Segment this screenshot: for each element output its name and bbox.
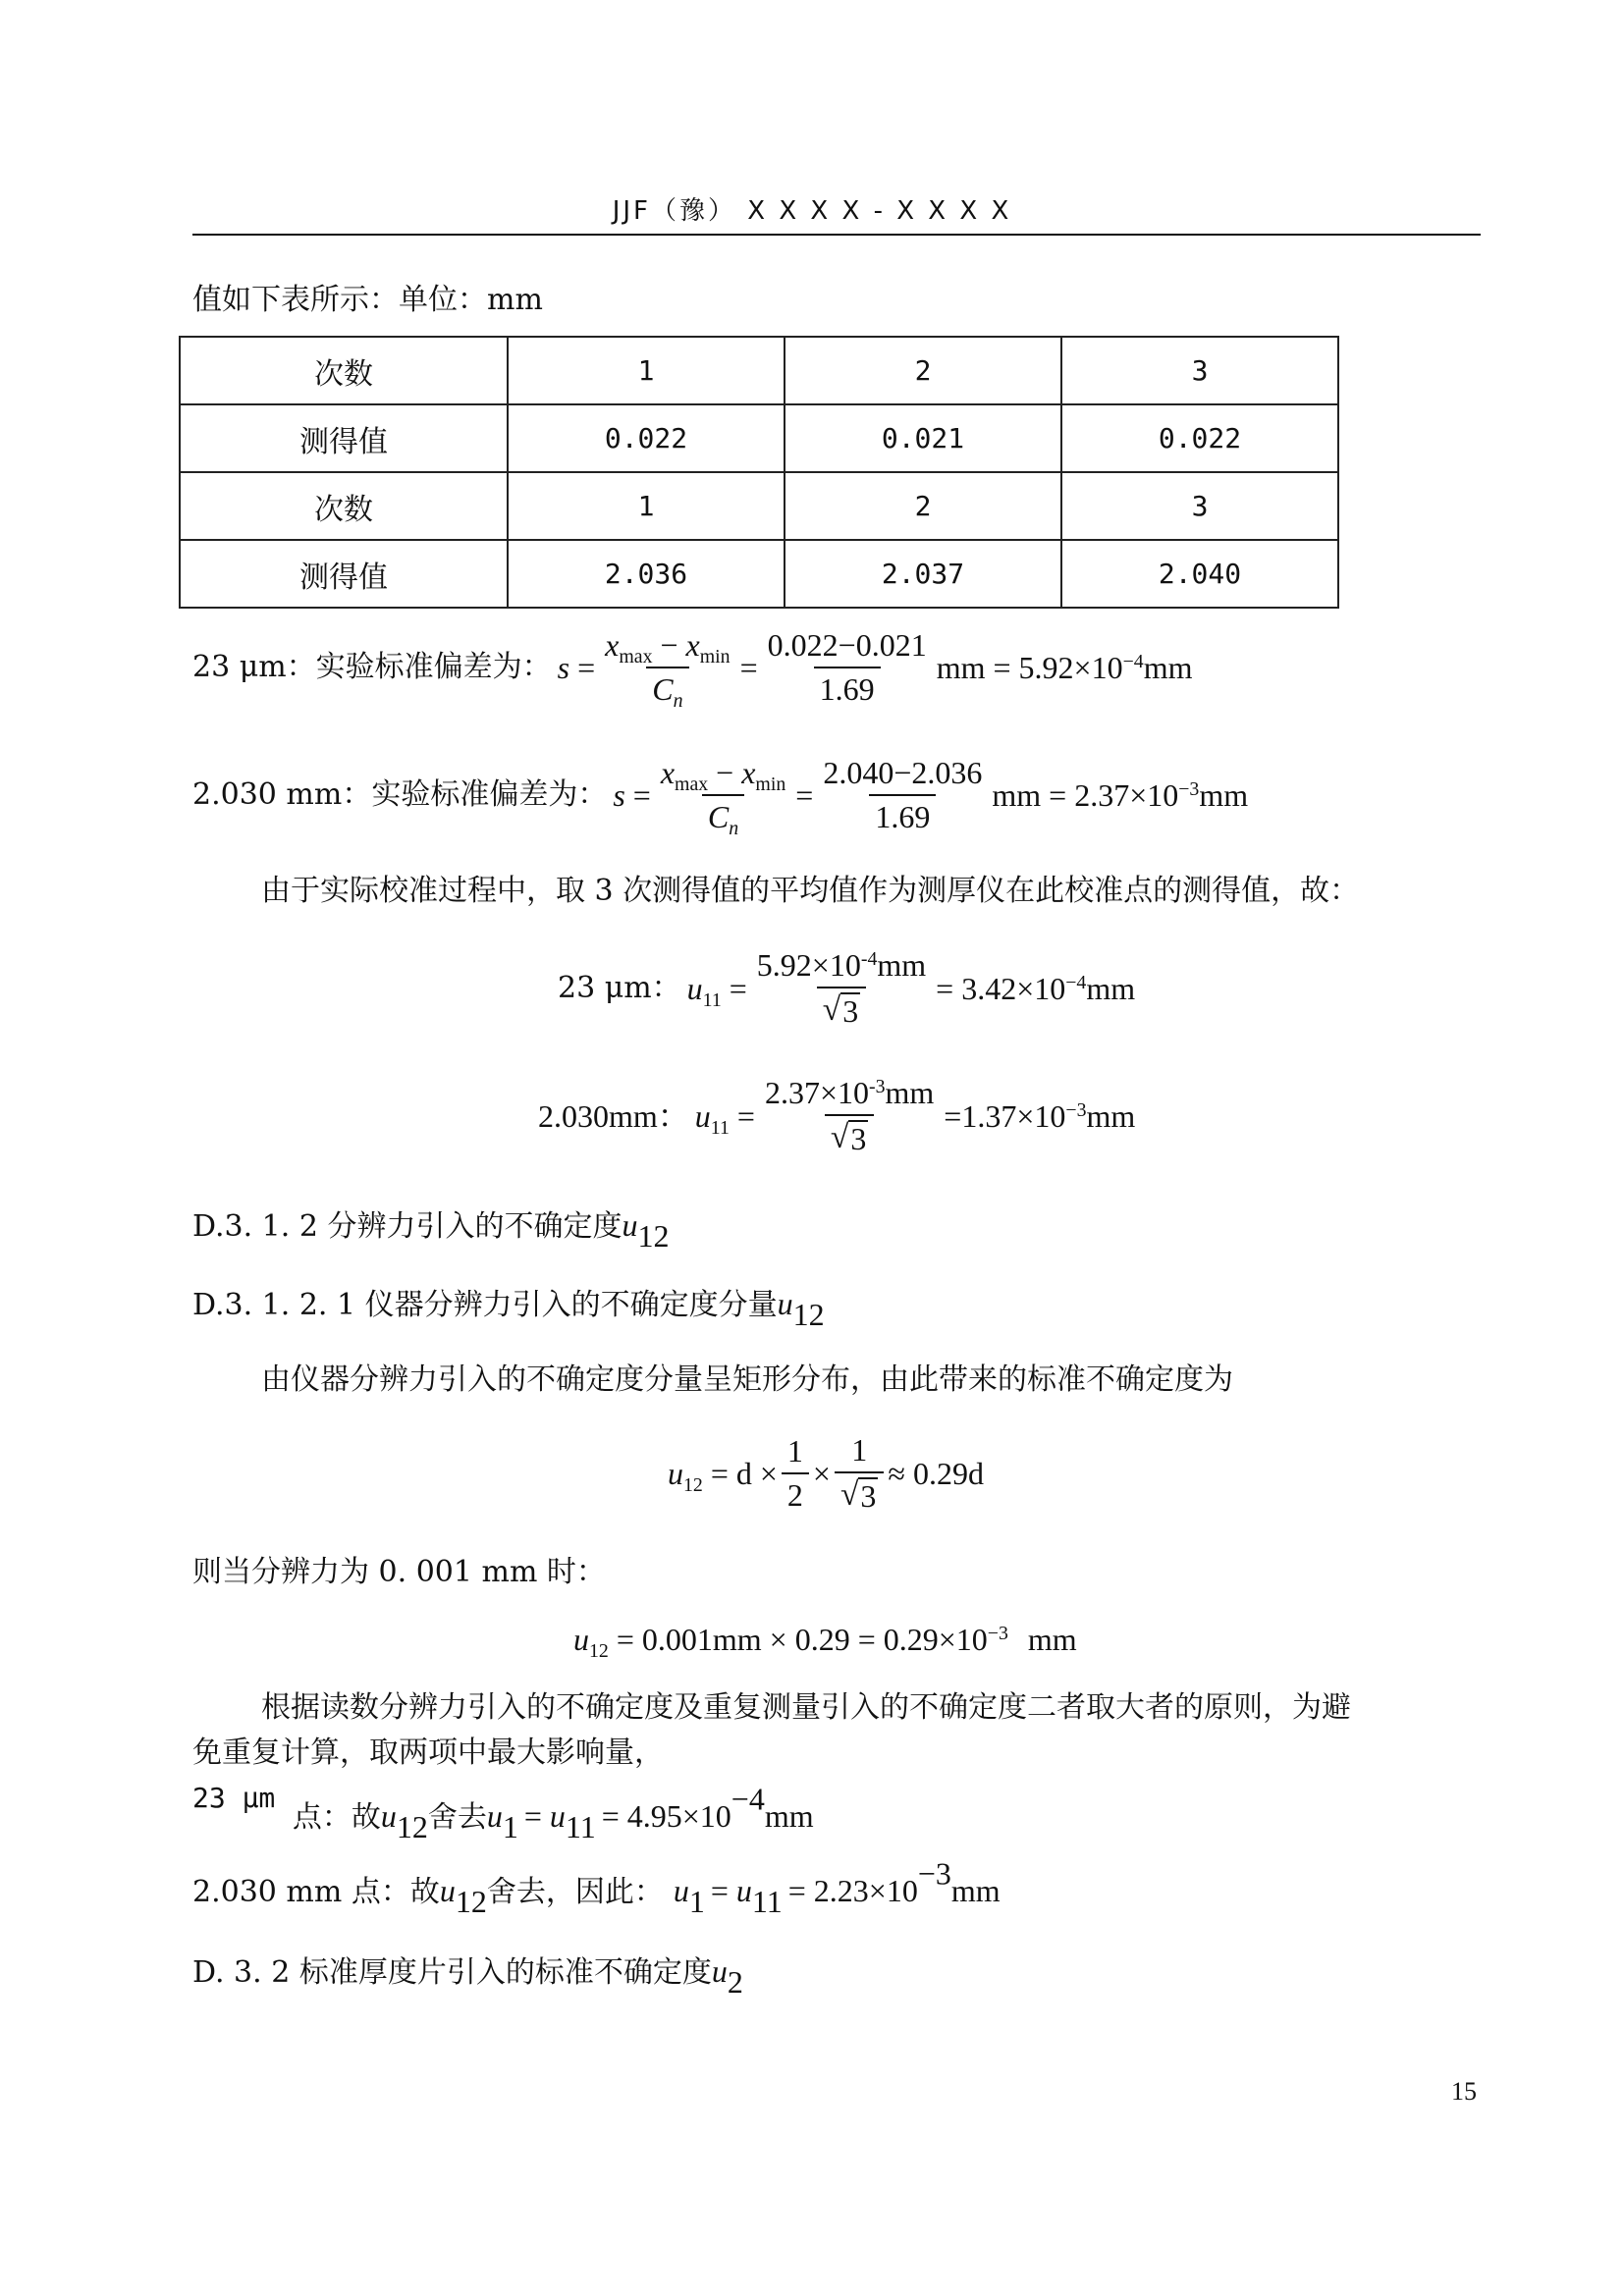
exponent: −4 <box>1122 651 1144 673</box>
sqrt-symbol: √ 3 <box>839 1476 877 1515</box>
equals: = <box>710 1873 736 1908</box>
section-heading-d3121 <box>192 1284 825 1333</box>
measurement-table <box>179 336 1339 609</box>
fraction-numerator: 5.92×10 <box>756 947 861 983</box>
text-part: 点：故 <box>292 1800 381 1835</box>
unit: mm <box>950 1873 1001 1908</box>
range-fraction: $\frac{x_{max} - x_{min}}{C_n}$ <box>660 755 786 840</box>
result-value: = 3.42×10 <box>936 971 1066 1007</box>
symbol-c: C <box>652 671 674 708</box>
table-cell: 2.037 <box>785 540 1061 608</box>
table-cell: 2 <box>785 337 1061 404</box>
table-cell: 2.036 <box>508 540 785 608</box>
radicand: 3 <box>860 1478 877 1515</box>
table-row <box>180 404 1338 472</box>
table-intro: 值如下表所示：单位：mm <box>192 283 543 317</box>
sub-1: 1 <box>688 1884 705 1920</box>
unit: mm <box>1027 1622 1077 1657</box>
sub-11: 11 <box>702 989 722 1012</box>
paragraph-rectangular: 由仪器分辨力引入的不确定度分量呈矩形分布，由此带来的标准不确定度为 <box>261 1362 1233 1397</box>
u12-formula <box>668 1433 984 1531</box>
symbol-u: u <box>673 1873 689 1908</box>
table-row <box>180 540 1338 608</box>
fraction-denominator: 2 <box>782 1472 809 1513</box>
symbol-u: u <box>549 1798 566 1834</box>
sqrt-symbol: √ 3 <box>830 1119 867 1157</box>
table-cell: 测得值 <box>180 540 508 608</box>
fraction-denominator: 1.69 <box>869 794 936 834</box>
value-fraction <box>817 756 988 834</box>
value-fraction <box>762 628 933 707</box>
formula-lhs: = d × <box>710 1456 778 1492</box>
section-heading-d32 <box>192 1951 743 2001</box>
exponent: −4 <box>731 1781 765 1817</box>
symbol-c: C <box>707 799 730 835</box>
radicand: 3 <box>842 993 859 1030</box>
sub-12: 12 <box>589 1639 609 1662</box>
symbol-x: x <box>660 755 676 790</box>
unit: mm <box>1199 777 1249 814</box>
table-cell: 次数 <box>180 337 508 404</box>
fraction-numerator: 1 <box>786 1433 803 1468</box>
exponent: −3 <box>987 1623 1008 1645</box>
sub-12: 12 <box>683 1474 703 1497</box>
header-rule <box>192 234 1481 236</box>
equation-prefix: 2.030 mm：实验标准偏差为： <box>192 777 608 813</box>
unit: mm <box>1086 971 1136 1007</box>
table-cell: 1 <box>508 472 785 540</box>
std-dev-equation-23um: 23 μm：实验标准偏差为： s = $\frac{x_{max} - x_{min}}{C_n}$ = $\frac{0.022-0.021}{1.69}$ mm = $5.92\times 10^{-4}mm$ <box>192 627 1193 713</box>
times-symbol: × <box>812 1456 831 1492</box>
result-value: mm = 5.92×10 <box>936 650 1123 686</box>
inverse-sqrt-fraction <box>835 1433 884 1514</box>
exponent: -4 <box>860 948 878 971</box>
symbol-u: u <box>573 1622 589 1657</box>
symbol-u: u <box>694 1098 711 1135</box>
unit: mm <box>1143 650 1193 686</box>
sub-11: 11 <box>751 1884 783 1920</box>
result-value: = 4.95×10 <box>601 1798 731 1834</box>
exponent: −4 <box>1065 972 1087 994</box>
table-cell: 0.022 <box>1061 404 1338 472</box>
symbol-u: u <box>486 1798 503 1834</box>
fraction-denominator: 1.69 <box>814 667 881 707</box>
text-part: 舍去 <box>427 1800 487 1835</box>
equation-prefix: 2.030mm： <box>538 1098 689 1135</box>
symbol-u: u <box>711 1953 728 1989</box>
fraction-numerator: 0.022−0.021 <box>767 627 927 663</box>
u11-fraction <box>759 1076 940 1156</box>
table-cell: 次数 <box>180 472 508 540</box>
fraction-numerator: 2.37×10 <box>764 1075 869 1110</box>
table-cell: 2.040 <box>1061 540 1338 608</box>
symbol-u: u <box>439 1873 456 1908</box>
symbol-u: u <box>686 971 703 1007</box>
sub-11: 11 <box>710 1117 730 1140</box>
conclusion-2030mm <box>192 1855 1001 1920</box>
equals: = <box>523 1798 550 1834</box>
unit: mm <box>885 1075 935 1110</box>
sub-min: min <box>755 773 786 795</box>
paragraph-rule-line1: 根据读数分辨力引入的不确定度及重复测量引入的不确定度二者取大者的原则，为避 <box>261 1690 1351 1725</box>
symbol-u: u <box>777 1286 793 1321</box>
symbol-u: u <box>622 1207 638 1243</box>
symbol-s: s <box>613 777 625 814</box>
table-cell: 3 <box>1061 337 1338 404</box>
result-value: mm = 2.37×10 <box>992 777 1179 814</box>
result-value: =1.37×10 <box>944 1098 1066 1135</box>
sub-n: n <box>673 690 683 713</box>
u12-calculation <box>573 1620 1077 1662</box>
exponent: -3 <box>868 1076 886 1098</box>
sub-min: min <box>699 645 731 667</box>
point-label: 23 μm <box>192 1782 276 1814</box>
result-value: = 0.001mm × 0.29 = 0.29×10 <box>616 1622 988 1657</box>
document-code-header: JJF（豫） X X X X - X X X X <box>612 196 1012 226</box>
table-cell: 测得值 <box>180 404 508 472</box>
symbol-u: u <box>380 1798 397 1834</box>
std-dev-equation-2030mm: 2.030 mm：实验标准偏差为： s = $\frac{x_{max} - x_{min}}{C_n}$ = $\frac{2.040-2.036}{1.69}$ mm = $2.37\times 10^{-3}mm$ <box>192 755 1249 840</box>
equation-prefix: 23 μm： <box>558 971 681 1006</box>
sub-12: 12 <box>637 1218 670 1255</box>
u11-equation-2030mm: 2.030mm： $u_{11}$ = $2.37\times 10^{-3}mm$ √ 3 $=1.37\times 10^{-3}mm$ <box>538 1075 1136 1157</box>
table-cell: 0.022 <box>508 404 785 472</box>
symbol-s: s <box>557 650 570 686</box>
sub-12: 12 <box>455 1884 487 1920</box>
table-row <box>180 472 1338 540</box>
equation-prefix: 23 μm：实验标准偏差为： <box>192 650 552 685</box>
symbol-x: x <box>685 627 700 663</box>
radicand: 3 <box>850 1121 867 1157</box>
table-cell: 1 <box>508 337 785 404</box>
sub-12: 12 <box>396 1809 428 1845</box>
sub-2: 2 <box>727 1964 743 2001</box>
sub-n: n <box>729 818 739 840</box>
formula-rhs: ≈ 0.29d <box>888 1456 984 1492</box>
symbol-x: x <box>741 755 756 790</box>
section-heading-d312 <box>192 1205 670 1255</box>
table-cell: 0.021 <box>785 404 1061 472</box>
section-title: D.3. 1. 2. 1 仪器分辨力引入的不确定度分量 <box>192 1288 778 1322</box>
sqrt-symbol: √ 3 <box>822 991 859 1030</box>
section-title: D.3. 1. 2 分辨力引入的不确定度 <box>192 1209 623 1244</box>
page-number: 15 <box>1451 2077 1477 2106</box>
fraction-numerator: 1 <box>851 1432 868 1468</box>
section-title: D. 3. 2 标准厚度片引入的标准不确定度 <box>192 1955 712 1990</box>
exponent: −3 <box>1178 778 1200 801</box>
symbol-u: u <box>735 1873 752 1908</box>
symbol-u: u <box>668 1456 683 1492</box>
sub-11: 11 <box>565 1809 596 1845</box>
unit: mm <box>764 1798 814 1834</box>
conclusion-23um <box>192 1781 814 1849</box>
u11-equation-23um: 23 μm： $u_{11}$ = $5.92\times 10^{-4}mm$ √ 3 = $3.42\times 10^{-4}mm$ <box>558 947 1136 1030</box>
table-cell: 3 <box>1061 472 1338 540</box>
u11-fraction <box>751 948 932 1029</box>
unit: mm <box>1086 1098 1136 1135</box>
symbol-x: x <box>605 627 620 663</box>
text-part: 2.030 mm 点：故 <box>192 1875 440 1909</box>
paragraph-average: 由于实际校准过程中，取 3 次测得值的平均值作为测厚仪在此校准点的测得值，故： <box>261 874 1360 908</box>
unit: mm <box>877 947 927 983</box>
exponent: −3 <box>917 1855 951 1892</box>
table-cell: 2 <box>785 472 1061 540</box>
sub-1: 1 <box>502 1809 518 1845</box>
paragraph-rule-line2: 免重复计算，取两项中最大影响量， <box>192 1735 664 1770</box>
half-fraction <box>782 1434 809 1513</box>
result-value: = 2.23×10 <box>787 1873 918 1908</box>
paragraph-resolution: 则当分辨力为 0. 001 mm 时： <box>192 1555 606 1589</box>
sub-max: max <box>619 645 653 667</box>
sub-12: 12 <box>792 1297 825 1333</box>
table-row <box>180 337 1338 404</box>
exponent: −3 <box>1065 1099 1087 1122</box>
range-fraction: $\frac{x_{max} - x_{min}}{C_n}$ <box>605 627 731 713</box>
fraction-numerator: 2.040−2.036 <box>823 755 983 790</box>
sub-max: max <box>675 773 709 795</box>
text-part: 舍去，因此： <box>486 1875 664 1909</box>
